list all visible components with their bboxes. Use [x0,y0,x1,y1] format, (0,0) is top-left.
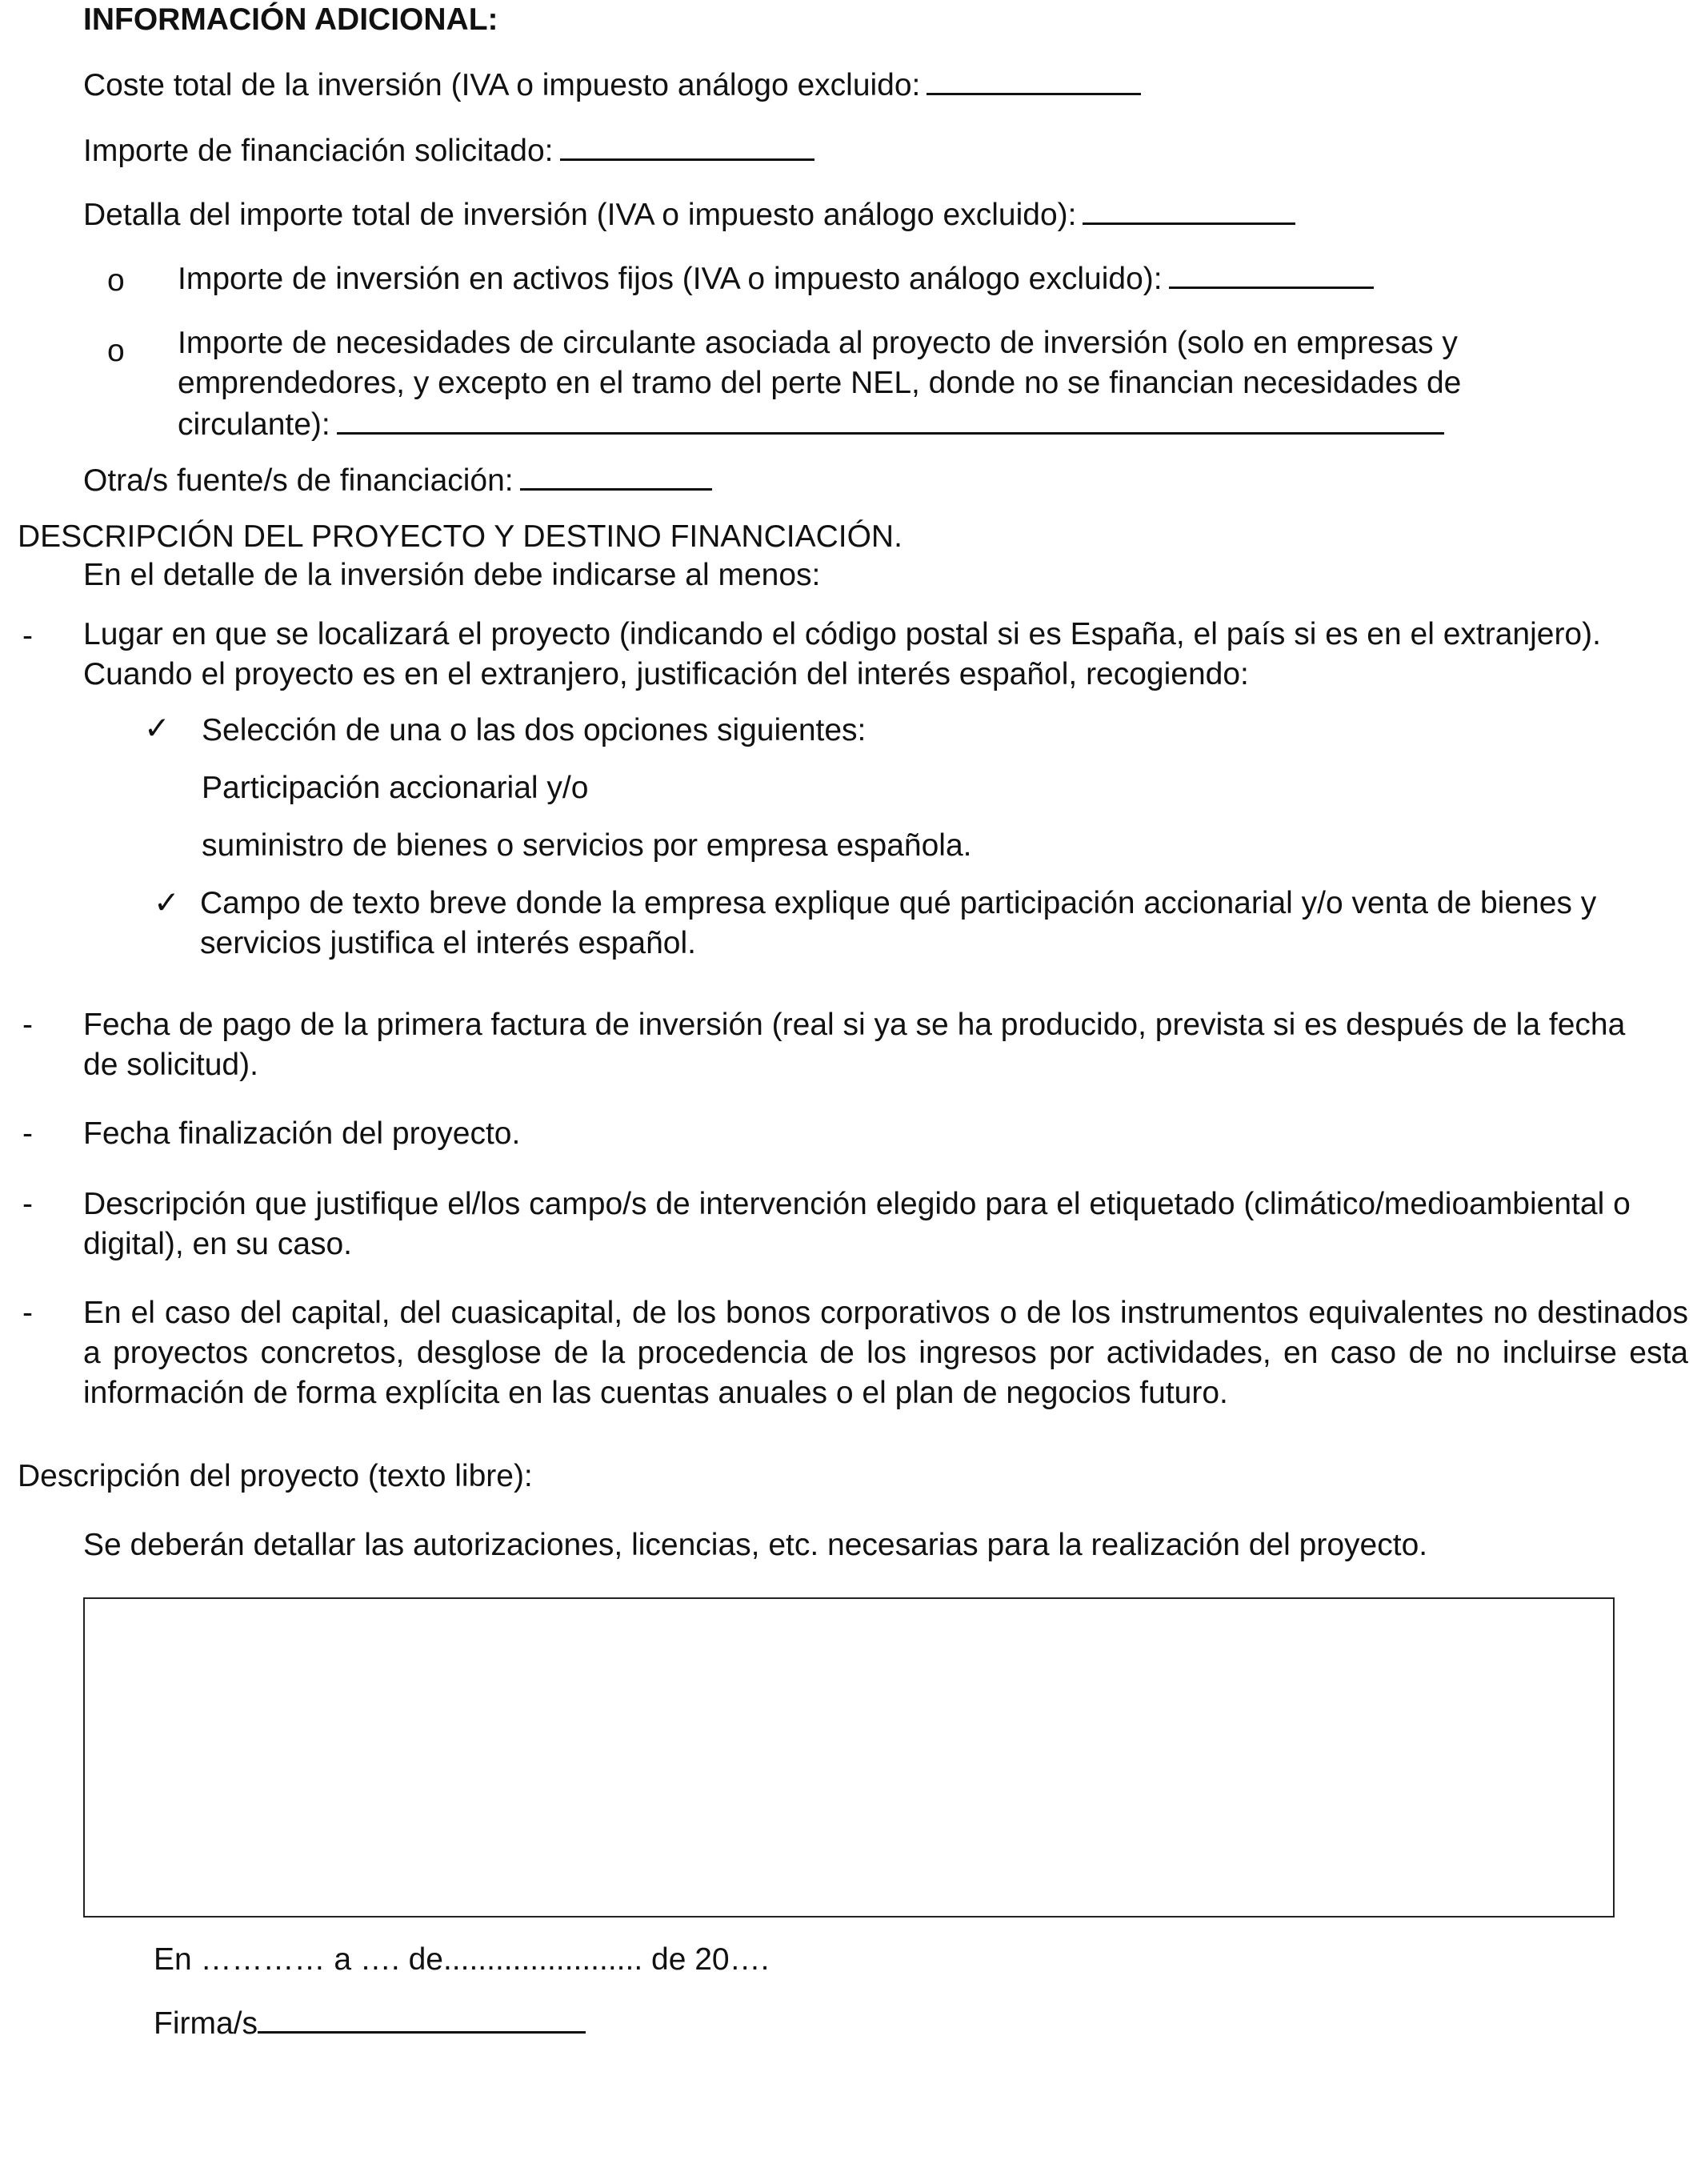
circulante-blank[interactable] [337,403,1444,435]
check-item-seleccion: Selección de una o las dos opciones siguientes: [202,713,867,747]
field-otras-fuentes-label: Otra/s fuente/s de financiación: [83,463,514,498]
field-circulante-label: Importe de necesidades de circulante asociada al proyecto de inversión (solo en empresas y emprendedores, y excepto en el tramo del perte NEL, donde no se financian necesidades de circulante): [178,326,1462,442]
field-activos-fijos-label: Importe de inversión en activos fijos (IVA o impuesto análogo excluido): [178,262,1163,296]
item-fecha-pago: Fecha de pago de la primera factura de inversión (real si ya se ha producido, prevista si es después de la fecha de solicitud). [83,1008,1626,1082]
field-detalle-importe [83,194,1295,235]
field-circulante [178,323,1586,445]
firma-blank[interactable] [258,2002,586,2034]
section-intro: En el detalle de la inversión debe indicarse al menos: [83,558,821,592]
activos-fijos-blank[interactable] [1169,258,1374,289]
dash-fecha-fin: - [22,1116,33,1151]
field-importe-solicitado [83,130,814,171]
check-item-campo-texto: Campo de texto breve donde la empresa explique qué participación accionarial y/o venta de bienes y servicios justifica el interés español. [200,886,1597,960]
item-fecha-fin: Fecha finalización del proyecto. [83,1116,521,1151]
section-title-informacion-adicional: INFORMACIÓN ADICIONAL: [83,2,498,37]
importe-solicitado-blank[interactable] [560,130,814,161]
fecha-line: En ………… a …. de....................... de 20…. [154,1942,770,1977]
dash-fecha-pago: - [22,1008,33,1042]
firma-field [154,2002,586,2044]
field-coste-total-label: Coste total de la inversión (IVA o impuesto análogo excluido: [83,68,921,102]
section-title-descripcion: DESCRIPCIÓN DEL PROYECTO Y DESTINO FINANCIACIÓN. [18,519,903,554]
option-suministro: suministro de bienes o servicios por empresa española. [202,828,972,863]
firma-label: Firma/s [154,2006,258,2041]
check-icon: ✓ [144,711,170,746]
detalle-importe-blank[interactable] [1083,194,1295,225]
field-activos-fijos [178,258,1374,299]
item-descripcion: Descripción que justifique el/los campo/s de intervención elegido para el etiquetado (climático/medioambiental o digital), en su caso. [83,1187,1631,1261]
coste-total-blank[interactable] [927,64,1141,95]
descripcion-note: Se deberán detallar las autorizaciones, licencias, etc. necesarias para la realización del proyecto. [83,1528,1428,1562]
check-icon: ✓ [154,886,180,920]
descripcion-label: Descripción del proyecto (texto libre): [18,1459,533,1493]
descripcion-textbox[interactable] [83,1597,1615,1918]
field-otras-fuentes [83,459,712,501]
bullet-circulante: o [107,334,125,368]
option-participacion: Participación accionarial y/o [202,771,589,805]
item-lugar: Lugar en que se localizará el proyecto (indicando el código postal si es España, el país si es en el extranjero). Cuando el proyecto es en el extranjero, justificación del interés español, recogiendo: [83,617,1601,691]
otras-fuentes-blank[interactable] [520,459,712,491]
field-detalle-importe-label: Detalla del importe total de inversión (IVA o impuesto análogo excluido): [83,198,1077,232]
item-capital: En el caso del capital, del cuasicapital, de los bonos corporativos o de los instrumentos equivalentes no destinados a proyectos concretos, desglose de la procedencia de los ingresos por actividades, en caso de no incluirse esta información de forma explícita en las cuentas anuales o el plan de negocios futuro. [83,1296,1688,1410]
field-importe-solicitado-label: Importe de financiación solicitado: [83,134,554,168]
dash-capital: - [22,1296,33,1330]
dash-descripcion: - [22,1187,33,1221]
dash-lugar: - [22,619,33,653]
bullet-activos-fijos: o [107,263,125,298]
field-coste-total [83,64,1141,106]
